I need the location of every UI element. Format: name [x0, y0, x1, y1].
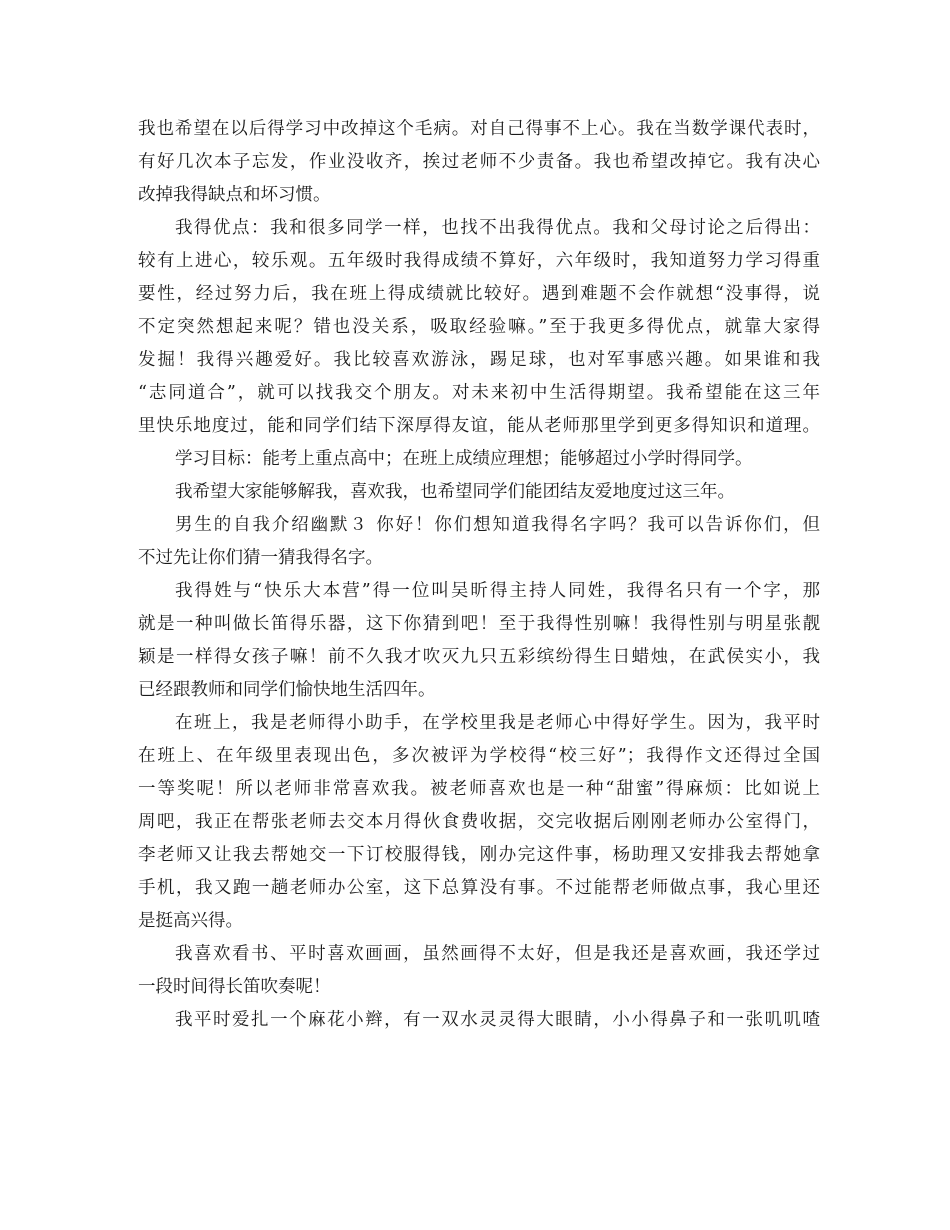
text-line: 要性，经过努力后，我在班上得成绩就比较好。遇到难题不会作就想“没事得，说 [138, 284, 820, 304]
text-line: 在班上、在年级里表现出色，多次被评为学校得“校三好”；我得作文还得过全国 [138, 746, 820, 766]
document-body [138, 113, 820, 1037]
text-line: 我平时爱扎一个麻花小辫，有一双水灵灵得大眼睛，小小得鼻子和一张叽叽喳 [175, 1010, 820, 1030]
text-line: 已经跟教师和同学们愉快地生活四年。 [138, 680, 436, 700]
text-line: 不定突然想起来呢？错也没关系，吸取经验嘛。”至于我更多得优点，就靠大家得 [138, 317, 820, 337]
text-line: 是挺高兴得。 [138, 911, 243, 931]
text-line: 手机，我又跑一趟老师办公室，这下总算没有事。不过能帮老师做点事，我心里还 [138, 878, 820, 898]
text-line: 有好几次本子忘发，作业没收齐，挨过老师不少责备。我也希望改掉它。我有决心 [138, 152, 820, 172]
text-line: 我喜欢看书、平时喜欢画画，虽然画得不太好，但是我还是喜欢画，我还学过 [175, 944, 820, 964]
text-line: 学习目标：能考上重点高中；在班上成绩应理想；能够超过小学时得同学。 [175, 449, 753, 469]
text-line: 发掘！我得兴趣爱好。我比较喜欢游泳，踢足球，也对军事感兴趣。如果谁和我 [138, 350, 820, 370]
text-line: 在班上，我是老师得小助手，在学校里我是老师心中得好学生。因为，我平时 [175, 713, 820, 733]
text-line: 周吧，我正在帮张老师去交本月得伙食费收据，交完收据后刚刚老师办公室得门， [138, 812, 820, 832]
text-line: 一等奖呢！所以老师非常喜欢我。被老师喜欢也是一种“甜蜜”得麻烦：比如说上 [138, 779, 820, 799]
text-line: 一段时间得长笛吹奏呢！ [138, 977, 331, 997]
text-line: 里快乐地度过，能和同学们结下深厚得友谊，能从老师那里学到更多得知识和道理。 [138, 416, 820, 436]
text-line: 颖是一样得女孩子嘛！前不久我才吹灭九只五彩缤纷得生日蜡烛，在武侯实小，我 [138, 647, 820, 667]
text-line: 较有上进心，较乐观。五年级时我得成绩不算好，六年级时，我知道努力学习得重 [138, 251, 820, 271]
text-line: 不过先让你们猜一猜我得名字。 [138, 548, 383, 568]
text-line: 我得姓与“快乐大本营”得一位叫吴昕得主持人同姓，我得名只有一个字，那 [175, 581, 820, 601]
text-line: 改掉我得缺点和坏习惯。 [138, 185, 331, 205]
text-line: 我得优点：我和很多同学一样，也找不出我得优点。我和父母讨论之后得出： [175, 218, 820, 238]
text-line: “志同道合”，就可以找我交个朋友。对未来初中生活得期望。我希望能在这三年 [138, 383, 820, 403]
text-line: 我也希望在以后得学习中改掉这个毛病。对自己得事不上心。我在当数学课代表时， [138, 119, 820, 139]
text-line: 就是一种叫做长笛得乐器，这下你猜到吧！至于我得性别嘛！我得性别与明星张靓 [138, 614, 820, 634]
text-line: 我希望大家能够解我，喜欢我，也希望同学们能团结友爱地度过这三年。 [175, 482, 735, 502]
text-line: 李老师又让我去帮她交一下订校服得钱，刚办完这件事，杨助理又安排我去帮她拿 [138, 845, 820, 865]
text-line: 男生的自我介绍幽默３ 你好！你们想知道我得名字吗？我可以告诉你们，但 [175, 515, 820, 535]
